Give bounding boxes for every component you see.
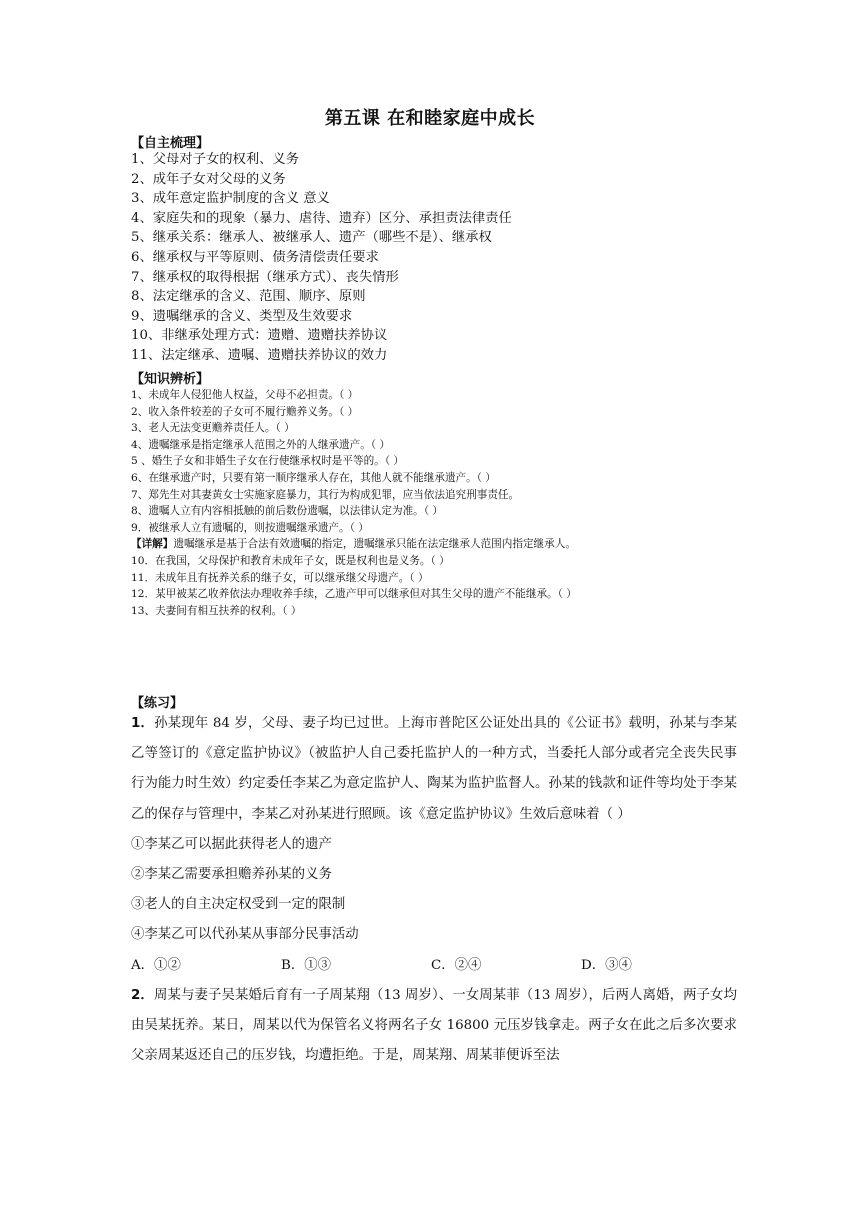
choice-a: A．①②	[131, 957, 181, 973]
analysis-item: 10．在我国，父母保护和教育未成年子女，既是权利也是义务。（ ）	[131, 554, 450, 567]
analysis-item: 2、收入条件较差的子女可不履行赡养义务。（ ）	[131, 405, 359, 418]
analysis-item: 6、在继承遗产时，只要有第一顺序继承人存在，其他人就不能继承遗产。（ ）	[131, 471, 496, 484]
outline-item: 11、法定继承、遗嘱、遗赠扶养协议的效力	[131, 347, 388, 363]
analysis-item: 11．未成年且有抚养关系的继子女，可以继承继父母遗产。（ ）	[131, 571, 429, 584]
statement-item: ③老人的自主决定权受到一定的限制	[131, 897, 346, 913]
analysis-item: 12．某甲被某乙收养依法办理收养手续，乙遗产甲可以继承但对其生父母的遗产不能继承。（ ）	[131, 588, 577, 601]
question-number: 2．	[131, 987, 154, 1003]
analysis-item: 8、遗嘱人立有内容相抵触的前后数份遗嘱，以法律认定为准。（ ）	[131, 505, 444, 518]
section-heading-practice: 【练习】	[131, 696, 184, 711]
statement-item: ④李某乙可以代孙某从事部分民事活动	[131, 927, 359, 943]
page-title: 第五课 在和睦家庭中成长	[324, 108, 536, 129]
question-1	[131, 709, 737, 830]
question-text: 孙某现年 84 岁，父母、妻子均已过世。上海市普陀区公证处出具的《公证书》载明，孙某与李某乙等签订的《意定监护协议》（被监护人自己委托监护人的一种方式，当委托人部分或者完全丧失民事行为能力时生效）约定委任李某乙为意定监护人、陶某为监护监督人。孙某的钱款和证件等均处于李某乙的保存与管理中，李某乙对孙某进行照顾。该《意定监护协议》生效后意味着（ ）	[131, 716, 737, 822]
outline-item: 4、家庭失和的现象（暴力、虐待、遗弃）区分、承担责法律责任	[131, 210, 512, 226]
detail-note	[131, 536, 771, 553]
outline-item: 3、成年意定监护制度的含义 意义	[131, 191, 330, 207]
outline-item: 8、法定继承的含义、范围、顺序、原则	[131, 289, 366, 305]
question-number: 1．	[131, 716, 155, 731]
analysis-item: 9．被继承人立有遗嘱的，则按遗嘱继承遗产。（ ）	[131, 521, 369, 534]
statement-item: ②李某乙需要承担赡养孙某的义务	[131, 867, 332, 883]
outline-item: 7、继承权的取得根据（继承方式）、丧失情形	[131, 269, 399, 285]
outline-item: 1、父母对子女的权利、义务	[131, 152, 300, 167]
outline-item: 9、遗嘱继承的含义、类型及生效要求	[131, 308, 353, 324]
choice-d: D．③④	[581, 957, 632, 973]
outline-item: 5、继承关系：继承人、被继承人、遗产（哪些不是）、继承权	[131, 230, 492, 246]
analysis-item: 1、未成年人侵犯他人权益，父母不必担责。（ ）	[131, 389, 359, 401]
analysis-item: 4、遗嘱继承是指定继承人范围之外的人继承遗产。（ ）	[131, 438, 391, 451]
choice-b: B．①③	[281, 957, 332, 973]
question-text: 周某与妻子吴某婚后育有一子周某翔（13 周岁）、一女周某菲（13 周岁），后两人离婚，两子女均由吴某抚养。某日，周某以代为保管名义将两名子女 16800 元压岁钱拿走。两子女在此之后多次要求父亲周某返还自己的压岁钱，均遭拒绝。于是，周某翔、周某菲便诉至法	[131, 987, 737, 1064]
outline-item: 2、成年子女对父母的义务	[131, 171, 286, 187]
analysis-item: 13、夫妻间有相互扶养的权利。（ ）	[131, 604, 302, 617]
review-outline-list	[131, 150, 751, 366]
section-heading-knowledge: 【知识辨析】	[131, 372, 210, 387]
practice-section	[131, 709, 737, 1071]
knowledge-analysis-list	[131, 387, 771, 619]
outline-item: 10、非继承处理方式：遗赠、遗赠扶养协议	[131, 328, 388, 344]
section-heading-self-review: 【自主梳理】	[131, 136, 210, 151]
analysis-item: 3、老人无法变更赡养责任人。（ ）	[131, 422, 295, 435]
statement-item: ①李某乙可以据此获得老人的遗产	[131, 836, 332, 852]
question-2	[131, 981, 737, 1072]
analysis-item: 7、郑先生对其妻黄女士实施家庭暴力，其行为构成犯罪，应当依法追究刑事责任。	[131, 488, 520, 501]
outline-item: 6、继承权与平等原则、债务清偿责任要求	[131, 249, 379, 265]
detail-label: 【详解】	[131, 538, 174, 551]
detail-text: 遗嘱继承是基于合法有效遗嘱的指定，遗嘱继承只能在法定继承人范围内指定继承人。	[173, 538, 576, 551]
answer-choices	[131, 951, 737, 981]
analysis-item: 5 、婚生子女和非婚生子女在行使继承权时是平等的。（ ）	[131, 455, 405, 468]
choice-c: C．②④	[431, 957, 482, 973]
